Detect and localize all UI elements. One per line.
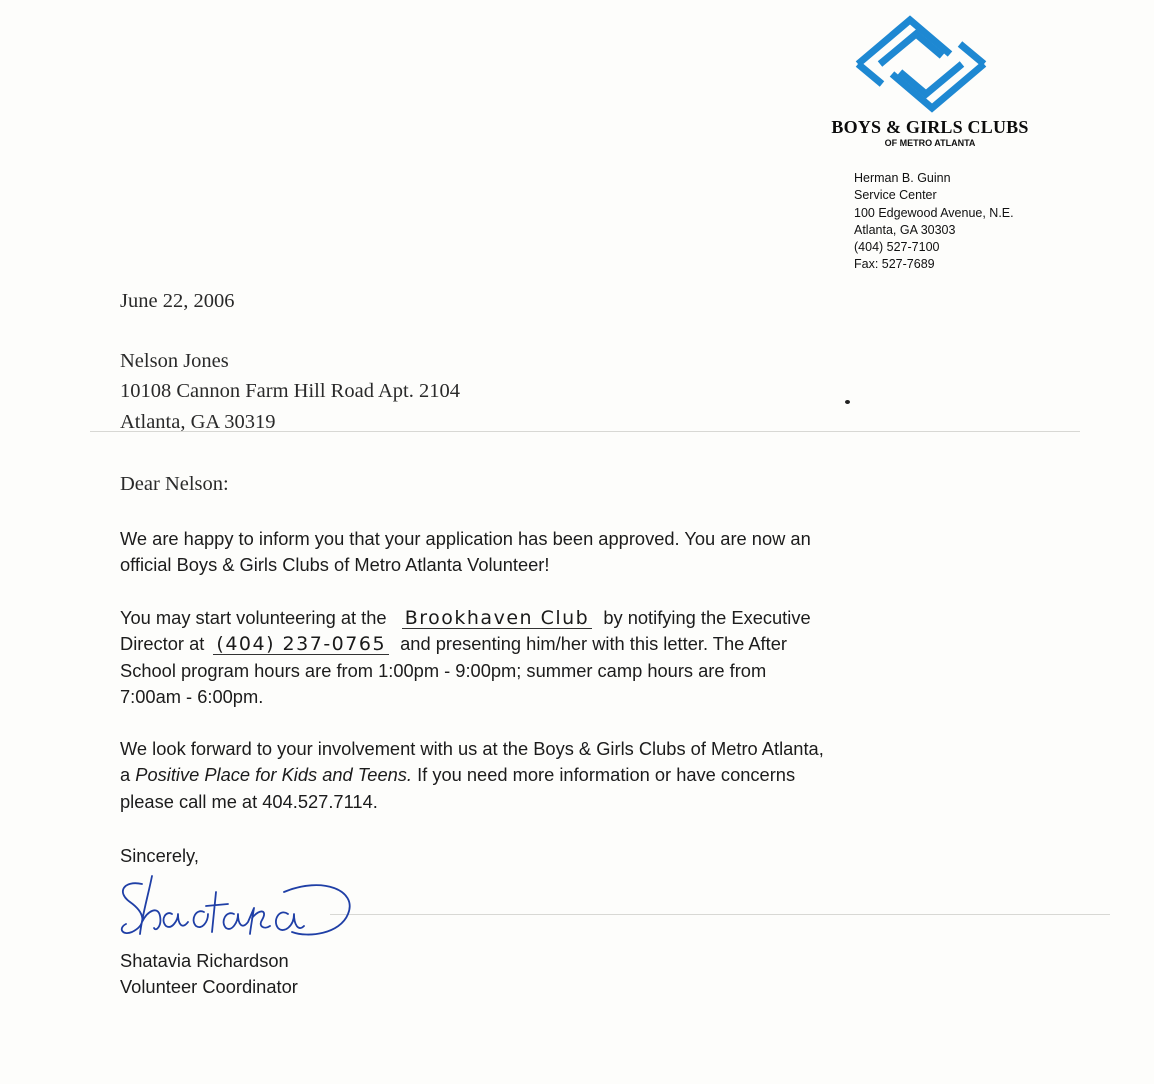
scan-speck <box>845 400 850 404</box>
signer-title: Volunteer Coordinator <box>120 976 298 997</box>
letter-date: June 22, 2006 <box>120 290 235 312</box>
paragraph-line: School program hours are from 1:00pm - 9:00pm; summer camp hours are from <box>120 659 767 681</box>
salutation: Dear Nelson: <box>120 473 229 495</box>
recipient-city: Atlanta, GA 30319 <box>120 411 276 433</box>
text-fragment: If you need more information or have concerns <box>412 764 796 786</box>
address-line: Atlanta, GA 30303 <box>854 222 956 237</box>
signer-name: Shatavia Richardson <box>120 950 289 971</box>
signer-block <box>120 948 298 1000</box>
paragraph-involvement <box>120 736 824 815</box>
paragraph-line: 7:00am - 6:00pm. <box>120 685 264 707</box>
slogan: Positive Place for Kids and Teens. <box>135 764 413 786</box>
handwritten-director-phone: (404) 237-0765 <box>213 634 389 655</box>
text-fragment: Director at <box>120 633 205 655</box>
scan-fold-line <box>330 914 1110 915</box>
address-line: Fax: 527-7689 <box>854 257 935 272</box>
paragraph-line <box>120 605 811 631</box>
text-fragment: a <box>120 764 131 786</box>
address-line: 100 Edgewood Avenue, N.E. <box>854 205 1014 220</box>
paragraph-line <box>120 631 811 657</box>
closing: Sincerely, <box>120 845 199 866</box>
service-center-address <box>854 170 1014 274</box>
address-line: Herman B. Guinn <box>854 171 951 185</box>
org-subtitle: OF METRO ATLANTA <box>884 138 976 148</box>
address-line: Service Center <box>854 188 937 203</box>
paragraph-line: We are happy to inform you that your application has been approved. You are now an <box>120 528 811 549</box>
text-fragment: by notifying the Executive <box>603 607 811 628</box>
text-fragment: You may start volunteering at the <box>120 607 387 628</box>
boys-girls-clubs-logo-icon <box>838 14 1004 114</box>
address-line: (404) 527-7100 <box>854 240 940 255</box>
paragraph-start-volunteering <box>120 605 811 710</box>
text-fragment: and presenting him/her with this letter. The After <box>400 633 787 655</box>
handwritten-signature <box>112 862 362 940</box>
recipient-street: 10108 Cannon Farm Hill Road Apt. 2104 <box>120 380 460 402</box>
paragraph-line: We look forward to your involvement with us at the Boys & Girls Clubs of Metro Atlanta, <box>120 738 824 759</box>
paragraph-line <box>120 762 824 788</box>
paragraph-line: please call me at 404.527.7114. <box>120 790 378 812</box>
paragraph-line: official Boys & Girls Clubs of Metro Atlanta Volunteer! <box>120 554 550 576</box>
handwritten-club-name: Brookhaven Club <box>402 608 593 629</box>
paragraph-approval <box>120 526 811 579</box>
recipient-name: Nelson Jones <box>120 350 229 372</box>
org-name: BOYS & GIRLS CLUBS <box>831 117 1029 137</box>
